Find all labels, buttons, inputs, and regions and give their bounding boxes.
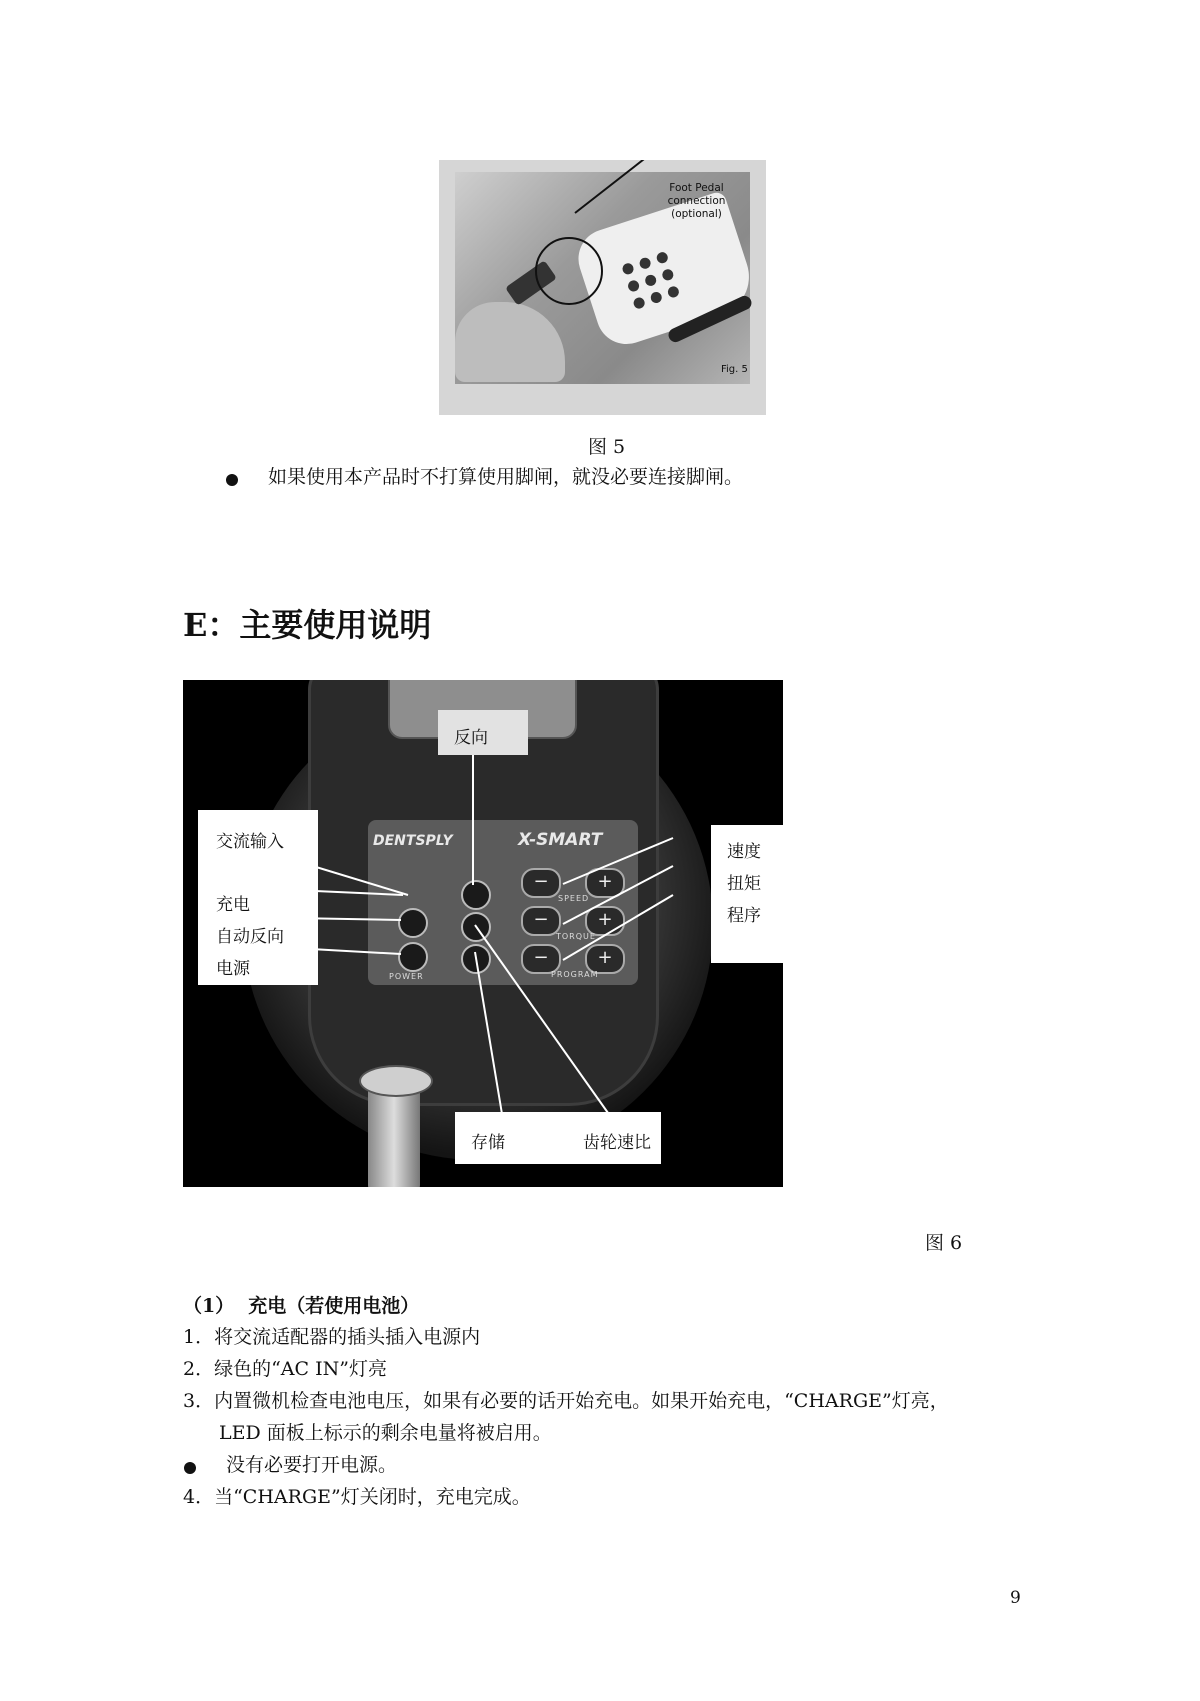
- subsection-number: （1）: [183, 1295, 235, 1317]
- speed-panel-label: SPEED: [558, 894, 590, 903]
- figure-6-photo: [183, 680, 783, 1187]
- bullet-icon: [184, 1462, 196, 1474]
- speed-minus-image: −: [521, 868, 561, 898]
- bullet-icon: [226, 474, 238, 486]
- torque-plus-image: +: [585, 906, 625, 936]
- step-text: 将交流适配器的插头插入电源内: [214, 1326, 481, 1348]
- callout-line-gear-ratio: [475, 925, 613, 1120]
- callout-line-program: [563, 895, 673, 960]
- device-key: [661, 268, 675, 282]
- step-text: 绿色的“AC IN”灯亮: [214, 1358, 387, 1380]
- speed-plus-image: +: [585, 868, 625, 898]
- page-number: 9: [1010, 1588, 1021, 1608]
- torque-panel-label: TORQUE: [556, 932, 596, 941]
- step-3-continued: LED 面板上标示的剩余电量将被启用。: [219, 1422, 552, 1444]
- bullet-text-1: 如果使用本产品时不打算使用脚闸，就没必要连接脚闸。: [268, 466, 744, 488]
- device-key: [644, 273, 658, 287]
- hand-image: [455, 302, 565, 382]
- label-auto-reverse: 自动反向: [216, 927, 284, 947]
- subsection-heading: [183, 1291, 419, 1321]
- step-1: [183, 1322, 480, 1352]
- step-number: 2．: [183, 1358, 215, 1380]
- brand-dentsply: DENTSPLY: [373, 833, 453, 849]
- step-text: 当“CHARGE”灯关闭时，充电完成。: [214, 1486, 531, 1508]
- device-key: [627, 279, 641, 293]
- label-charge: 充电: [216, 895, 250, 915]
- subsection-title: 充电（若使用电池）: [248, 1295, 420, 1317]
- callout-left-group: [198, 810, 318, 985]
- foot-pedal-note: [643, 182, 750, 221]
- step-text: 内置微机检查电池电压，如果有必要的话开始充电。如果开始充电，“CHARGE”灯亮，: [214, 1390, 949, 1412]
- step-number: 1．: [183, 1326, 215, 1348]
- note-line-1: Foot Pedal: [669, 182, 724, 194]
- label-speed: 速度: [727, 842, 761, 862]
- label-power: 电源: [216, 959, 250, 979]
- device-key: [621, 262, 635, 276]
- bullet-text-2: 没有必要打开电源。: [226, 1454, 398, 1476]
- program-panel-label: PROGRAM: [551, 970, 599, 979]
- program-plus-image: +: [585, 944, 625, 974]
- label-gear-ratio: 齿轮速比: [583, 1133, 651, 1153]
- label-memory: 存储: [471, 1133, 505, 1153]
- callout-reverse: [438, 710, 528, 755]
- callout-line-memory: [475, 952, 503, 1120]
- callout-line-torque: [563, 866, 673, 924]
- highlight-circle: [535, 237, 603, 305]
- label-reverse: 反向: [454, 728, 488, 748]
- callout-right-group: [711, 825, 783, 963]
- step-number: 4．: [183, 1486, 215, 1508]
- step-3: [183, 1386, 949, 1416]
- section-heading: E：主要使用说明: [183, 606, 432, 644]
- label-torque: 扭矩: [727, 874, 761, 894]
- device-key: [649, 291, 663, 305]
- device-key: [638, 256, 652, 270]
- step-2: [183, 1354, 387, 1384]
- step-number: 3．: [183, 1390, 215, 1412]
- callout-bottom-group: [455, 1112, 661, 1164]
- callout-line-speed: [563, 838, 673, 884]
- device-key: [666, 285, 680, 299]
- label-program: 程序: [727, 906, 761, 926]
- label-ac-in: 交流输入: [216, 832, 284, 852]
- program-minus-image: −: [521, 944, 561, 974]
- note-line-2: connection (optional): [667, 195, 726, 220]
- device-key: [632, 296, 646, 310]
- figure-5-caption: 图 5: [588, 436, 626, 458]
- photo-background: [455, 172, 750, 384]
- device-key: [655, 251, 669, 265]
- step-4: [183, 1482, 531, 1512]
- figure-5-photo: [439, 160, 766, 415]
- power-panel-label: POWER: [389, 972, 424, 981]
- brand-xsmart: X-SMART: [518, 830, 603, 850]
- fig5-label: Fig. 5: [721, 364, 748, 375]
- torque-minus-image: −: [521, 906, 561, 936]
- figure-6-caption: 图 6: [925, 1232, 963, 1254]
